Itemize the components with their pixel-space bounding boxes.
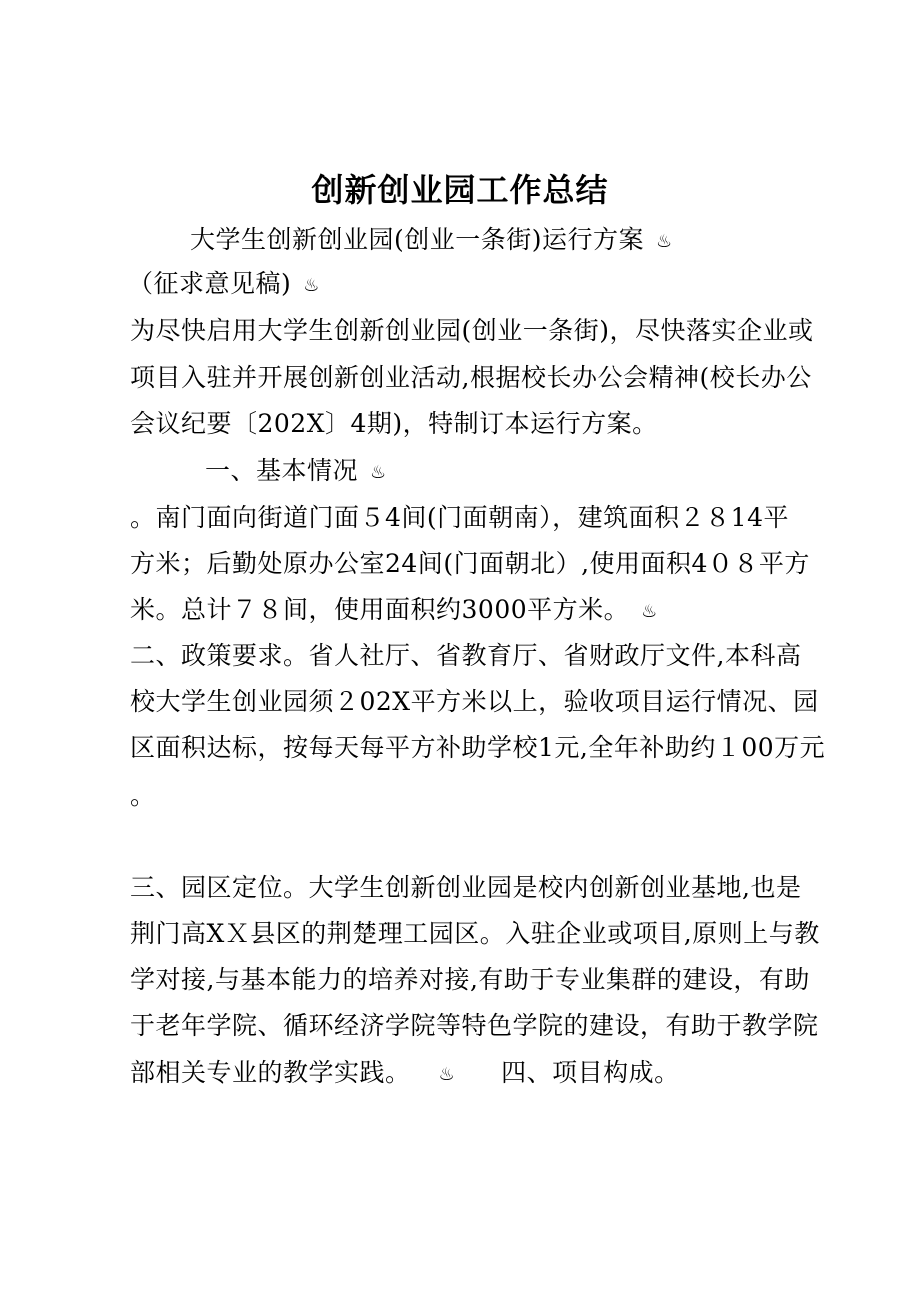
paragraph-mark-icon: ♨: [438, 1063, 456, 1085]
subtitle-line: [190, 224, 673, 258]
body-line: 校大学生创业园须２02X平方米以上，验收项目运行情况、园: [130, 687, 819, 716]
section-heading-text: 一、基本情况: [205, 456, 359, 485]
paragraph-mark-icon: ♨: [303, 274, 320, 296]
body-line: 于老年学院、循环经济学院等特色学院的建设，有助于教学院: [130, 1011, 819, 1040]
body-line: 会议纪要〔202X〕4期)，特制订本运行方案。: [130, 409, 658, 438]
body-line: 荆门高XＸ县区的荆楚理工园区。入驻企业或项目,原则上与教: [130, 919, 820, 948]
body-line: 方米；后勤处原办公室24间(门面朝北）,使用面积4０８平方: [130, 549, 810, 578]
body-line-text: 部相关专业的教学实践。: [130, 1058, 411, 1087]
paragraph-mark-icon: ♨: [656, 230, 673, 252]
body-line-text: 米。总计７８间，使用面积约3000平方米。: [130, 595, 630, 624]
body-line: [130, 594, 658, 628]
body-line: 二、政策要求。省人社厅、省教育厅、省财政厅文件,本科高: [130, 641, 802, 670]
body-line: [130, 1057, 680, 1091]
document-title: 创新创业园工作总结: [311, 171, 609, 209]
body-line: 学对接,与基本能力的培养对接,有助于专业集群的建设，有助: [130, 965, 810, 994]
body-line: 。南门面向街道门面５4间(门面朝南），建筑面积２８14平: [130, 503, 789, 532]
body-line: 区面积达标，按每天每平方补助学校1元,全年补助约１00万元: [130, 733, 826, 762]
paragraph-mark-icon: ♨: [370, 461, 387, 483]
body-line: 项目入驻并开展创新创业活动,根据校长办公会精神(校长办公: [130, 363, 812, 392]
section-heading-text: 四、项目构成。: [501, 1058, 680, 1087]
draft-note-line: [128, 268, 320, 302]
subtitle-text: 大学生创新创业园(创业一条街)运行方案: [190, 225, 645, 254]
body-line: 为尽快启用大学生创新创业园(创业一条街)，尽快落实企业或: [130, 316, 814, 345]
body-line: 。: [130, 781, 156, 810]
section-heading-line: [205, 455, 387, 489]
draft-note-text: （征求意见稿): [128, 269, 292, 298]
paragraph-mark-icon: ♨: [641, 600, 658, 622]
body-line: 三、园区定位。大学生创新创业园是校内创新创业基地,也是: [130, 873, 802, 902]
